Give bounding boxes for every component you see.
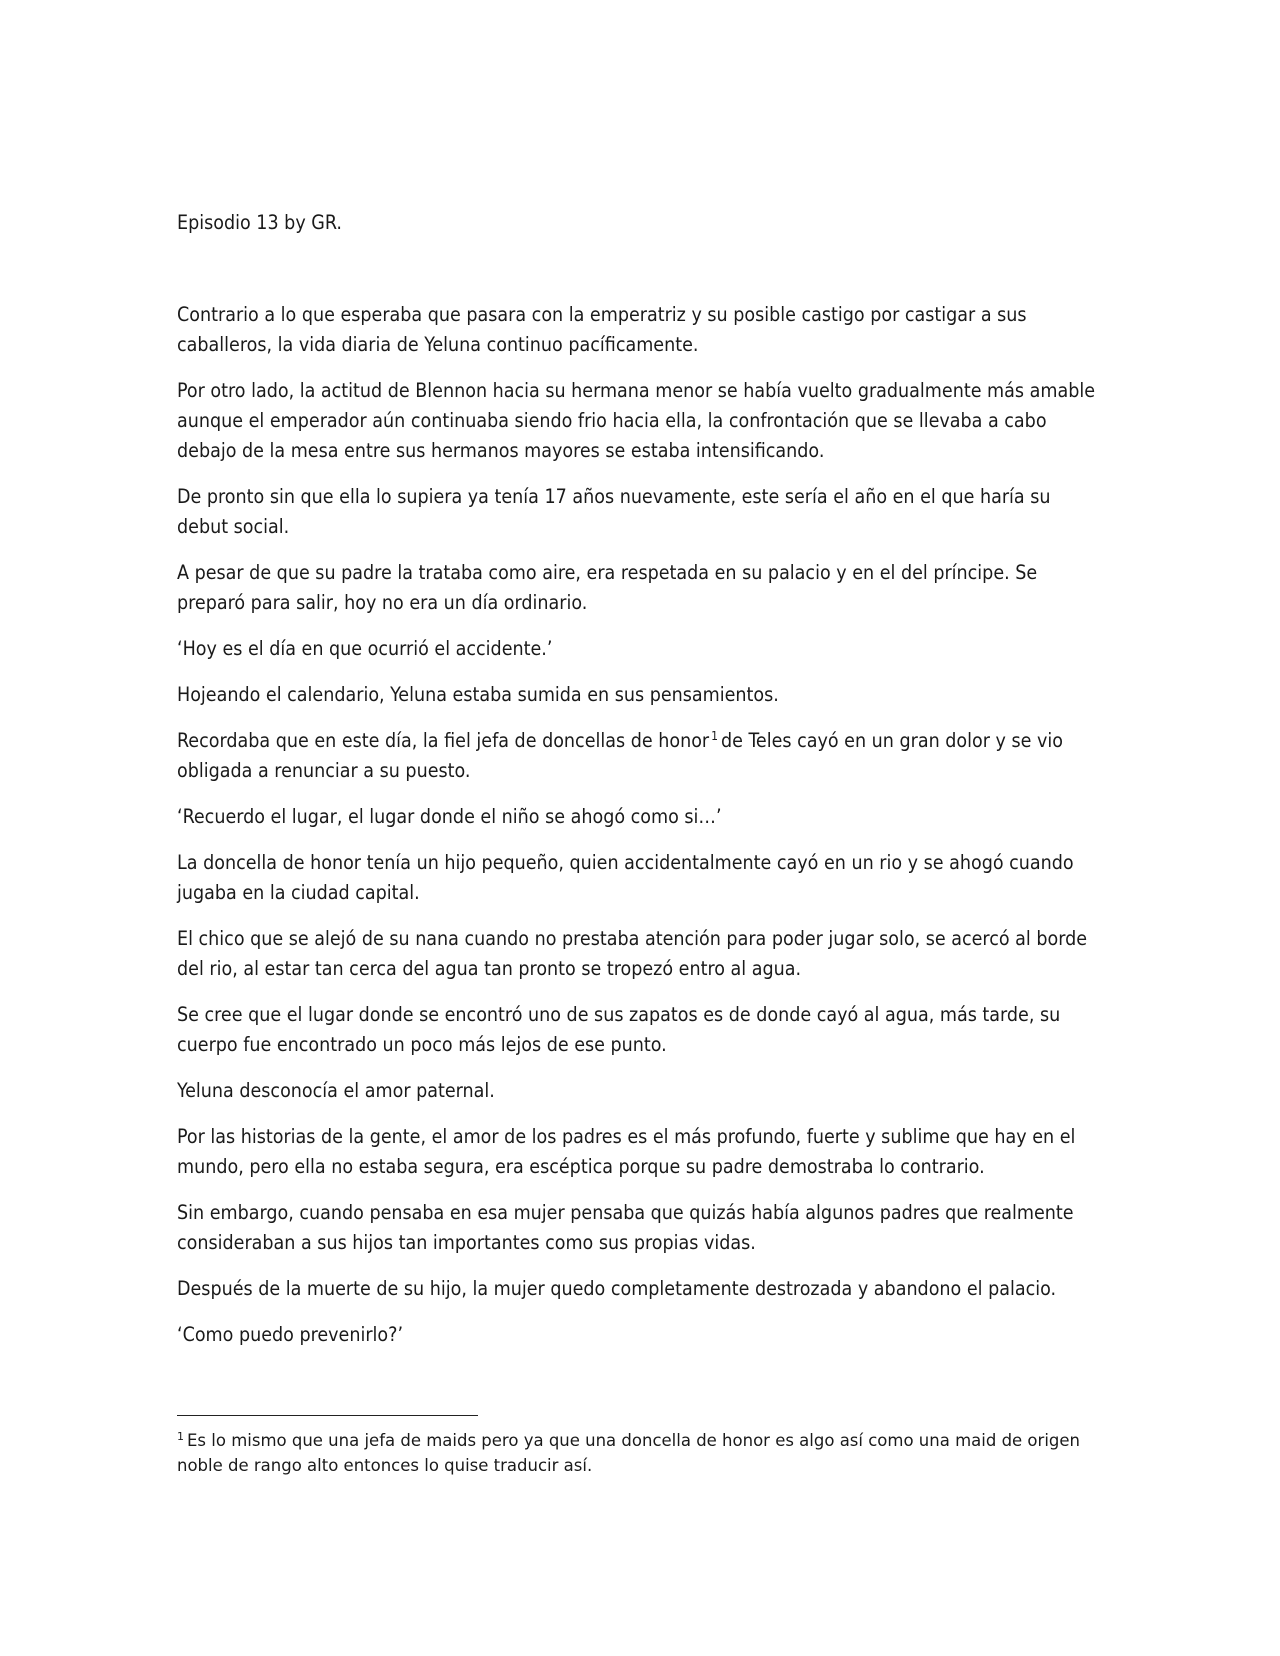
paragraph: A pesar de que su padre la trataba como aire, era respetada en su palacio y en el del príncipe. Se preparó para salir, hoy no era un día ordinario. xyxy=(177,561,1038,614)
paragraph: Se cree que el lugar donde se encontró uno de sus zapatos es de donde cayó al agua, más tarde, su cuerpo fue encontrado un poco más lejos de ese punto. xyxy=(177,1003,1061,1056)
paragraph: ‘Recuerdo el lugar, el lugar donde el niño se ahogó como si…’ xyxy=(177,805,722,828)
paragraph: Sin embargo, cuando pensaba en esa mujer pensaba que quizás había algunos padres que realmente consideraban a sus hijos tan importantes como sus propias vidas. xyxy=(177,1201,1074,1254)
paragraph: Yeluna desconocía el amor paternal. xyxy=(177,1079,495,1102)
paragraph: Después de la muerte de su hijo, la mujer quedo completamente destrozada y abandono el palacio. xyxy=(177,1277,1057,1300)
footnote-separator xyxy=(177,1415,478,1416)
paragraph: ‘Hoy es el día en que ocurrió el accidente.’ xyxy=(177,637,553,660)
paragraph: ‘Como puedo prevenirlo?’ xyxy=(177,1323,404,1346)
footnote-reference: 1 xyxy=(711,728,719,743)
paragraph: La doncella de honor tenía un hijo pequeño, quien accidentalmente cayó en un rio y se ahogó cuando jugaba en la ciudad capital. xyxy=(177,851,1074,904)
paragraph: Contrario a lo que esperaba que pasara con la emperatriz y su posible castigo por castigar a sus caballeros, la vida diaria de Yeluna continuo pacíficamente. xyxy=(177,303,1027,356)
episode-title: Episodio 13 by GR. xyxy=(177,211,342,234)
document-body xyxy=(177,208,1107,1366)
paragraph: Hojeando el calendario, Yeluna estaba sumida en sus pensamientos. xyxy=(177,683,779,706)
footnote xyxy=(177,1428,1107,1478)
paragraph: Por otro lado, la actitud de Blennon hacia su hermana menor se había vuelto gradualmente más amable aunque el emperador aún continuaba siendo frio hacia ella, la confrontación que se llevaba a cabo debajo de la mesa entre sus hermanos mayores se estaba intensificando. xyxy=(177,379,1096,462)
paragraph: El chico que se alejó de su nana cuando no prestaba atención para poder jugar solo, se acercó al borde del rio, al estar tan cerca del agua tan pronto se tropezó entro al agua. xyxy=(177,927,1088,980)
paragraph-text-before-ref: Recordaba que en este día, la fiel jefa de doncellas de honor xyxy=(177,729,710,752)
paragraph: De pronto sin que ella lo supiera ya tenía 17 años nuevamente, este sería el año en el que haría su debut social. xyxy=(177,485,1051,538)
footnote-text: Es lo mismo que una jefa de maids pero ya que una doncella de honor es algo así como una maid de origen noble de rango alto entonces lo quise traducir así. xyxy=(177,1431,1080,1475)
paragraph-with-footnote xyxy=(177,726,1107,786)
paragraph: Por las historias de la gente, el amor de los padres es el más profundo, fuerte y sublime que hay en el mundo, pero ella no estaba segura, era escéptica porque su padre demostraba lo contrario. xyxy=(177,1125,1076,1178)
footnote-mark: 1 xyxy=(177,1429,184,1443)
paragraph-text-after-ref: de Teles cayó en un gran dolor y se vio obligada a renunciar a su puesto. xyxy=(177,729,1063,782)
